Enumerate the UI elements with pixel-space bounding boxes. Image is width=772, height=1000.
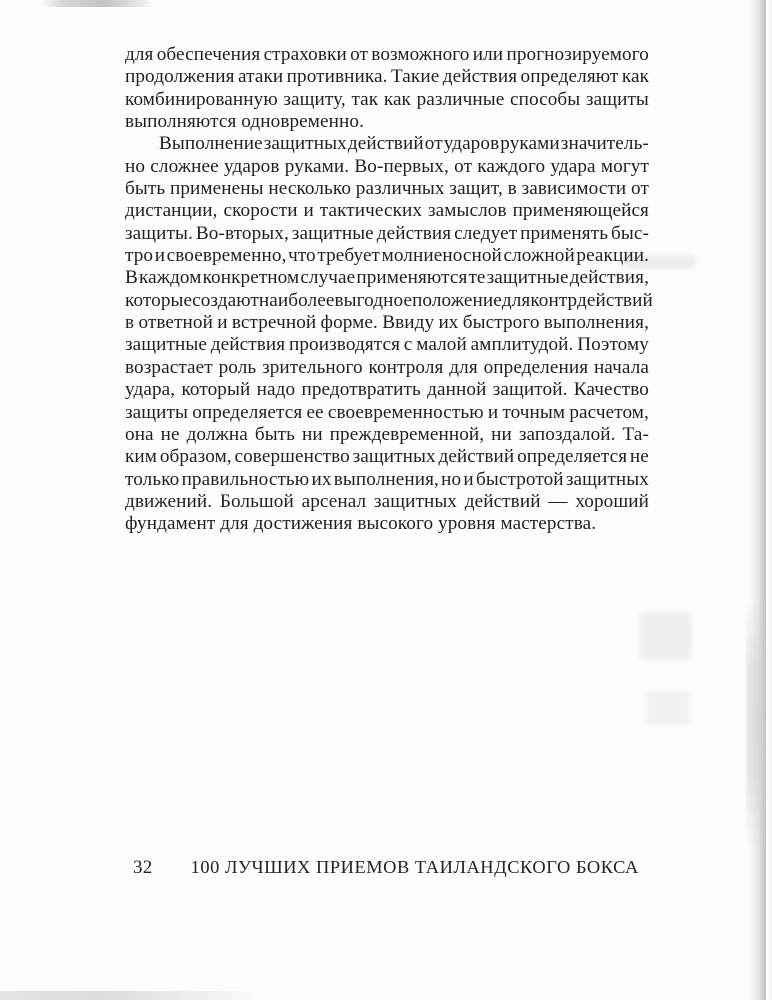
text-word: Поэтому [577, 334, 649, 356]
text-word: производятся [288, 334, 401, 356]
text-word: могут [600, 155, 649, 177]
text-word: арсенал [301, 490, 367, 512]
text-word: данной [427, 379, 487, 401]
text-word: действия [210, 334, 286, 356]
text-word: защиты. [125, 222, 193, 244]
folio-page-number: 32 [133, 857, 153, 878]
text-word: защитных [565, 468, 649, 490]
text-word: запоздалой. [518, 423, 616, 445]
text-word: различные [416, 88, 505, 110]
text-line [125, 402, 649, 424]
text-word: контрдействий [530, 289, 653, 311]
text-word: скорости [223, 200, 298, 222]
text-word: защитные [125, 334, 208, 356]
text-word: не [160, 423, 180, 445]
text-line [125, 44, 649, 66]
text-word: Во-первых, [354, 155, 449, 177]
text-word: дистанции, [125, 200, 218, 222]
text-word: защиту, [283, 88, 346, 110]
text-word: действий [464, 490, 541, 512]
text-word: выгодное [334, 289, 413, 311]
text-word: зрительного [262, 356, 363, 378]
text-word: замыслов [427, 200, 507, 222]
text-word: значитель- [560, 133, 649, 155]
text-word: который [181, 379, 251, 401]
text-line: выполняются одновременно. [125, 111, 364, 133]
text-word: руками. [284, 155, 350, 177]
text-word: или [472, 44, 504, 65]
text-word: определяется [192, 401, 303, 423]
text-word: защитные [291, 222, 374, 244]
text-line: фундамент для достижения высокого уровня мастерства. [125, 513, 597, 535]
text-word: — [548, 490, 568, 512]
text-word: защиты [585, 88, 649, 110]
text-word: ударов [224, 155, 280, 177]
text-word: надо [256, 379, 296, 401]
text-word: малой [416, 334, 467, 356]
text-line [125, 357, 649, 379]
text-word: защитой. [492, 379, 568, 401]
text-word: каждого [477, 155, 546, 177]
text-word: действия [376, 222, 452, 244]
text-word: защитные [486, 267, 569, 289]
scan-bleedthrough-artifact [646, 690, 690, 726]
text-word: действий [438, 446, 515, 468]
text-word: с [403, 334, 413, 356]
text-word: ударов [443, 133, 500, 155]
text-word: Ввиду [382, 312, 435, 334]
text-word: сложной [503, 245, 575, 267]
text-word: защитных [263, 133, 347, 155]
text-word: удара [550, 155, 596, 177]
text-word: комбинированную [125, 88, 278, 110]
scan-bottom-edge-artifact [0, 991, 255, 1000]
text-word: положение [412, 289, 502, 311]
text-word: различных [355, 178, 445, 200]
text-word: случае [300, 267, 356, 289]
text-word: образом, [159, 446, 232, 468]
text-word: форме. [320, 312, 378, 334]
text-word: применять [520, 222, 609, 244]
text-word: ответной [138, 312, 213, 334]
text-word: только [125, 468, 180, 490]
text-word: от [631, 178, 649, 200]
text-word: контроля [368, 356, 444, 378]
text-word: несколько [268, 178, 352, 200]
text-word: что [288, 245, 316, 267]
running-title: 100 ЛУЧШИХ ПРИЕМОВ ТАИЛАНДСКОГО БОКСА [190, 857, 639, 877]
text-word: предотвратить [301, 379, 421, 401]
text-word: роль [218, 356, 257, 378]
text-word: действий [347, 133, 424, 155]
scan-smudge-artifact [746, 600, 762, 850]
text-word: конкретном [202, 267, 300, 289]
text-word: применяющейся [512, 200, 649, 222]
text-line [125, 156, 649, 178]
text-word: но [125, 155, 146, 177]
text-line [125, 200, 649, 222]
text-line [125, 178, 649, 200]
text-word: определяется [517, 446, 628, 468]
text-word: хороший [575, 490, 649, 512]
text-word: молниеносной [381, 245, 502, 267]
text-line [125, 223, 649, 245]
text-word: Выполнение [159, 133, 263, 155]
text-word: быс- [611, 222, 649, 244]
text-word: не [629, 446, 649, 468]
text-word: движений. [125, 490, 213, 512]
text-line [125, 289, 653, 312]
text-word: их [311, 468, 332, 490]
text-word: противника. [286, 66, 388, 88]
text-word: так [351, 88, 379, 110]
text-word: ее [306, 401, 324, 423]
text-word: Большой [219, 490, 294, 512]
text-word: своевременно, [166, 245, 287, 267]
text-word: и [487, 401, 499, 423]
text-word: Качество [573, 379, 649, 401]
text-word: расчетом, [569, 401, 649, 423]
text-word: от [424, 133, 443, 155]
text-word: от [454, 155, 473, 177]
text-word: их [438, 312, 459, 334]
text-word: определяют [520, 66, 619, 88]
text-word: как [383, 88, 411, 110]
text-word: тро [125, 245, 154, 267]
text-word: прогнозируемого [506, 44, 649, 65]
text-word: для [449, 356, 478, 378]
text-word: выполнения, [333, 468, 439, 490]
text-word: способы [509, 88, 581, 110]
text-word: защит, [449, 178, 503, 200]
text-line [125, 267, 649, 289]
text-word: следует [454, 222, 518, 244]
text-word: для [501, 289, 531, 311]
text-word: для [125, 44, 154, 65]
text-word: быстротой [476, 468, 564, 490]
text-word: быть [254, 423, 296, 445]
text-word: должна [186, 423, 248, 445]
text-word: начала [593, 356, 649, 378]
text-word: защитных [373, 490, 457, 512]
scan-top-edge-artifact [40, 0, 155, 7]
text-line [125, 446, 649, 468]
text-word: и [154, 245, 166, 267]
text-line [125, 424, 649, 446]
text-word: реакции. [576, 245, 649, 267]
text-word: действия [442, 66, 518, 88]
text-word: выполнения, [543, 312, 649, 334]
text-word: определения [483, 356, 589, 378]
text-line [125, 89, 649, 111]
text-line [125, 66, 649, 88]
text-word: точным [502, 401, 566, 423]
text-word: ким [125, 446, 158, 468]
text-word: и [217, 312, 228, 334]
text-word: в [125, 312, 135, 334]
text-line [125, 491, 649, 513]
text-word: и [463, 468, 474, 490]
text-word: правильностью [181, 468, 310, 490]
text-line [125, 312, 649, 334]
text-word: возможного [371, 44, 470, 65]
scan-page-edge [766, 0, 772, 1000]
text-word: создают [192, 289, 259, 311]
text-word: страховки [263, 44, 347, 65]
text-word: быстрого [462, 312, 540, 334]
text-word: она [125, 423, 154, 445]
page-footer [133, 857, 673, 879]
text-word: как [621, 66, 649, 88]
scan-bleedthrough-artifact [640, 612, 692, 660]
text-word: которые [125, 289, 193, 311]
text-word: от [350, 44, 369, 65]
text-word: Во-вторых, [195, 222, 289, 244]
text-word: сложнее [150, 155, 219, 177]
text-word: преждевременной, [329, 423, 485, 445]
text-word: применены [169, 178, 264, 200]
text-word: удара, [125, 379, 176, 401]
text-word: руками [500, 133, 560, 155]
text-word: те [468, 267, 486, 289]
text-word: каждом [138, 267, 202, 289]
page-text-body [125, 44, 653, 536]
text-word: продолжения [125, 66, 235, 88]
text-word: ни [491, 423, 512, 445]
text-line [125, 469, 649, 491]
text-word: своевременностью [327, 401, 484, 423]
text-line [125, 379, 649, 401]
text-word: наиболее [258, 289, 335, 311]
text-word: в [507, 178, 517, 200]
text-word: обеспечения [156, 44, 261, 65]
text-word: атаки [237, 66, 284, 88]
text-word: зависимости [521, 178, 627, 200]
text-word: применяются [356, 267, 468, 289]
text-line [125, 133, 649, 155]
text-word: совершенство [234, 446, 350, 468]
text-word: защитных [352, 446, 436, 468]
text-word: В [125, 267, 138, 289]
text-word: ни [301, 423, 323, 445]
text-word: Такие [390, 66, 440, 88]
text-word: тактических [319, 200, 423, 222]
text-line [125, 245, 649, 267]
text-word: встречной [231, 312, 317, 334]
text-word: но [441, 468, 462, 490]
text-word: требует [317, 245, 381, 267]
text-line [125, 334, 649, 356]
text-word: возрастает [125, 356, 213, 378]
text-word: Та- [622, 423, 649, 445]
text-word: амплитудой. [470, 334, 574, 356]
text-word: защиты [125, 401, 189, 423]
text-word: быть [125, 178, 166, 200]
text-word: и [303, 200, 314, 222]
text-word: действия, [569, 267, 649, 289]
